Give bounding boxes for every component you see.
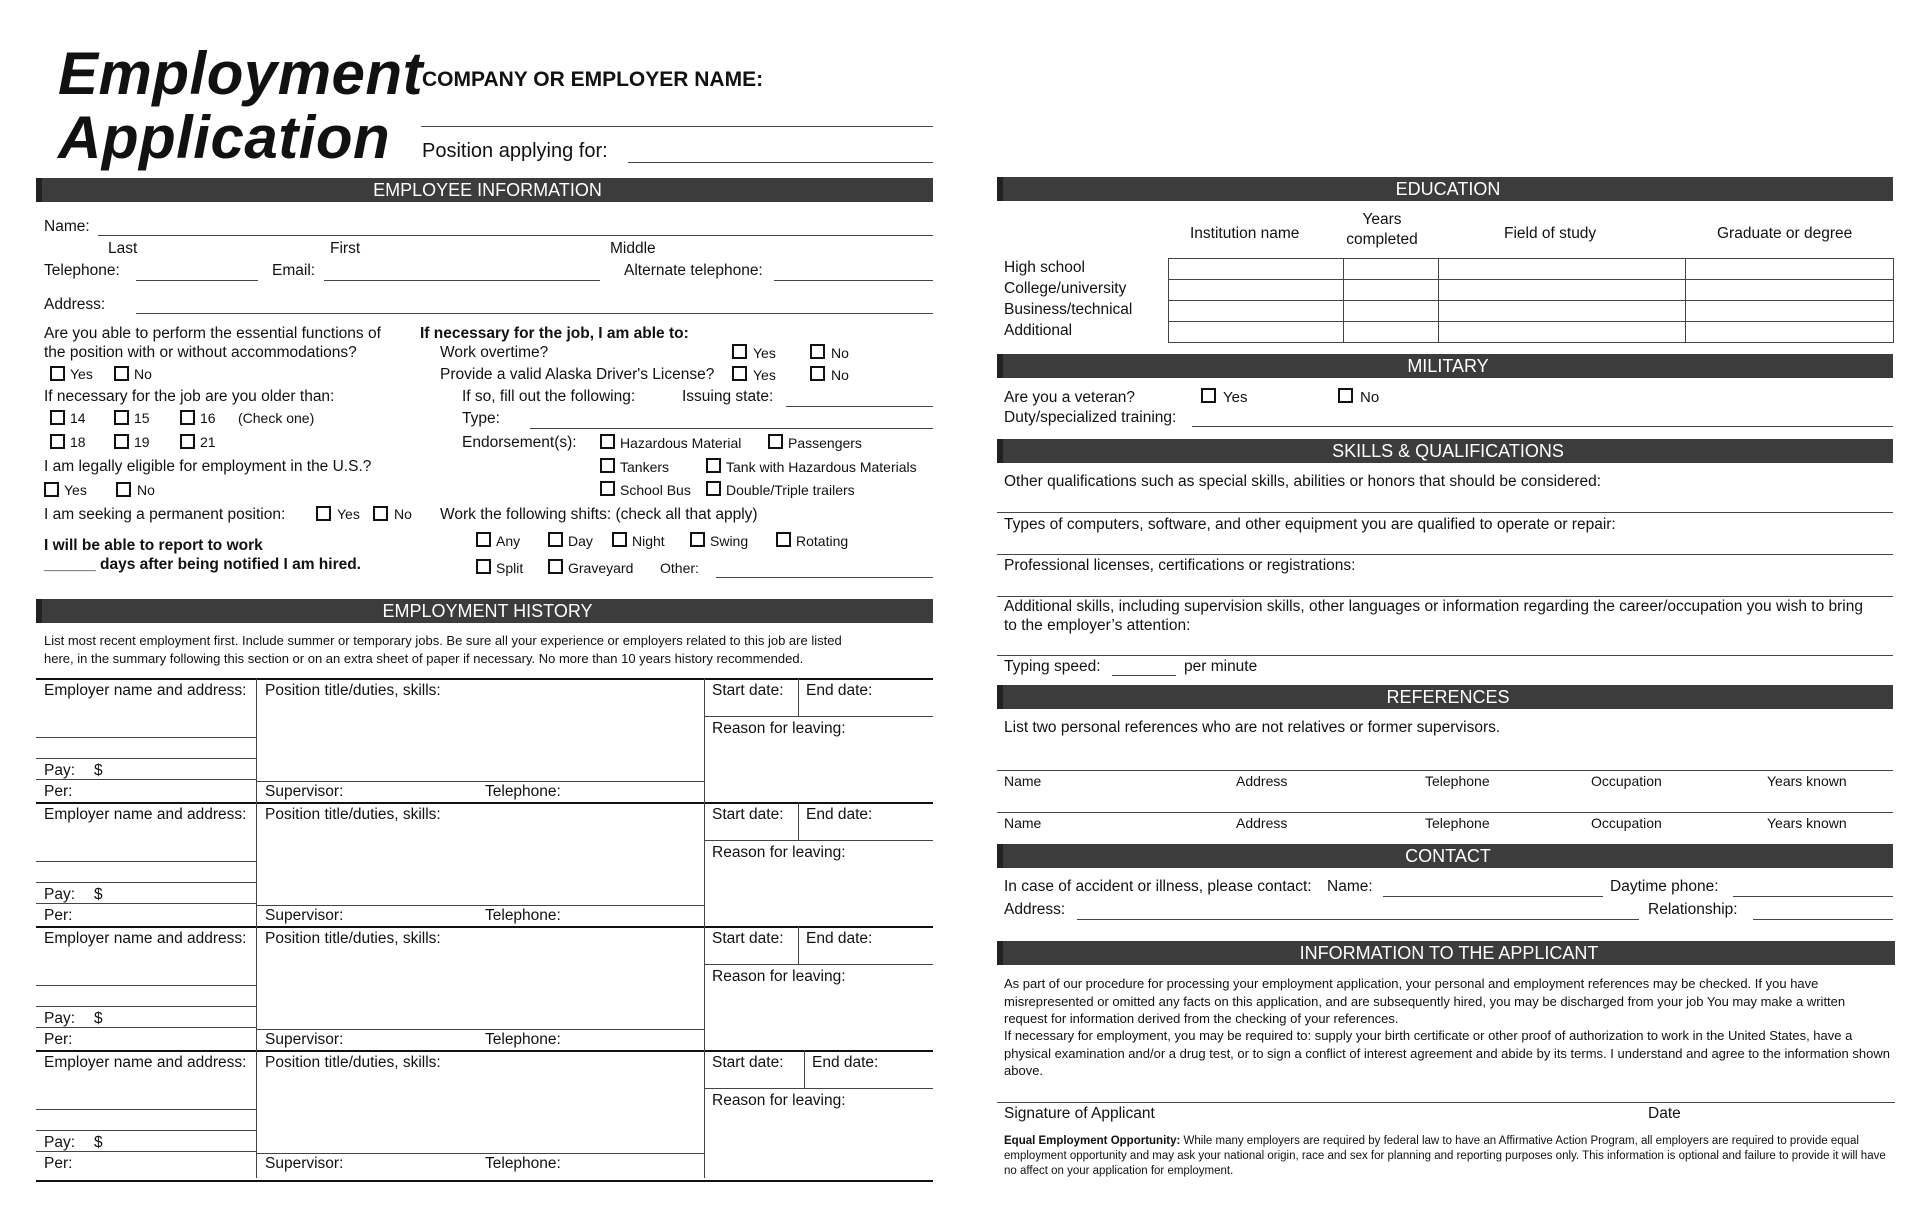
address-field[interactable] (136, 313, 933, 314)
education-cell[interactable] (1685, 258, 1894, 280)
shift-any-checkbox[interactable] (476, 532, 491, 547)
ref2-telephone: Telephone (1425, 815, 1490, 831)
education-cell[interactable] (1343, 258, 1439, 280)
signature-label: Signature of Applicant (1004, 1105, 1155, 1122)
reference-1-line[interactable] (997, 770, 1893, 771)
fill-following-label: If so, fill out the following: (462, 388, 636, 405)
history-block-2-per-label: Per: (44, 907, 73, 924)
overtime-yes-label: Yes (753, 345, 776, 361)
tank-hazmat-checkbox[interactable] (706, 458, 721, 473)
contact-name-label: Name: (1327, 878, 1373, 895)
history-block-1-dollar: $ (94, 762, 103, 779)
age-16-checkbox[interactable] (180, 410, 195, 425)
telephone-label: Telephone: (44, 262, 120, 279)
history-block-1-divider-2 (704, 678, 705, 802)
history-block-1-employer-label: Employer name and address: (44, 682, 247, 699)
daytime-field[interactable] (1733, 896, 1893, 897)
license-question: Provide a valid Alaska Driver's License? (440, 366, 715, 383)
history-block-3-address-line-2[interactable] (36, 1006, 256, 1007)
history-block-2-address-line-1[interactable] (36, 861, 256, 862)
hazardous-material-label: Hazardous Material (620, 435, 742, 451)
history-block-3-start-label: Start date: (712, 930, 784, 947)
shift-swing-label: Swing (710, 533, 749, 549)
col-institution: Institution name (1190, 225, 1300, 242)
hazardous-material-checkbox[interactable] (600, 434, 615, 449)
col-degree: Graduate or degree (1717, 225, 1853, 242)
history-block-3-dollar: $ (94, 1010, 103, 1027)
skills-q1-field[interactable] (997, 512, 1893, 513)
history-bottom-rule (36, 1180, 933, 1182)
veteran-question: Are you a veteran? (1004, 389, 1135, 406)
history-block-1-per-label: Per: (44, 783, 73, 800)
education-cell[interactable] (1343, 321, 1439, 343)
history-block-4-dollar: $ (94, 1134, 103, 1151)
daytime-label: Daytime phone: (1610, 878, 1719, 895)
typing-label: Typing speed: (1004, 658, 1101, 675)
education-cell[interactable] (1168, 321, 1344, 343)
passengers-label: Passengers (788, 435, 862, 451)
history-block-2-supervisor-label: Supervisor: (265, 907, 344, 924)
double-triple-checkbox[interactable] (706, 481, 721, 496)
ref1-telephone: Telephone (1425, 773, 1490, 789)
history-block-4-end-label: End date: (812, 1054, 879, 1071)
history-block-3-position-label: Position title/duties, skills: (265, 930, 441, 947)
position-label: Position applying for: (422, 140, 608, 162)
reference-2-line[interactable] (997, 812, 1893, 813)
education-cell[interactable] (1685, 321, 1894, 343)
age-15-label: 15 (134, 410, 150, 426)
history-block-2-date-divider (798, 802, 799, 840)
history-block-2-telephone-label: Telephone: (485, 907, 561, 924)
eeo-text: While many employers are required by federal law to have an Affirmative Action Program, all employers are required to provide equal employment opportunity and may ask your national origin, race and sex for planning and reporting purposes only. This information is optional and failure to provide it will have no affect on your application for employment. (1004, 1135, 1886, 1177)
age-15-checkbox[interactable] (114, 410, 129, 425)
history-block-3-position-line[interactable] (256, 1029, 704, 1030)
col-years-1: Years (1362, 211, 1402, 228)
history-block-4-pay-label: Pay: (44, 1134, 76, 1151)
education-heading: EDUCATION (997, 177, 1893, 201)
history-block-4-divider-2 (704, 1050, 705, 1178)
essential-yes-checkbox[interactable] (50, 366, 65, 381)
license-yes-checkbox[interactable] (732, 366, 747, 381)
history-block-2-date-rule (704, 840, 933, 841)
skills-q4a: Additional skills, including supervision skills, other languages or information regarding the career/occupation you wish to bring (1004, 598, 1863, 615)
eeo-paragraph (1004, 1134, 1890, 1179)
history-block-1-pay-label: Pay: (44, 762, 76, 779)
age-19-label: 19 (134, 434, 150, 450)
education-cell[interactable] (1438, 258, 1686, 280)
eligible-no-checkbox[interactable] (116, 482, 131, 497)
older-question: If necessary for the job are you older than: (44, 388, 335, 405)
history-block-2-position-label: Position title/duties, skills: (265, 806, 441, 823)
tank-hazmat-label: Tank with Hazardous Materials (726, 459, 917, 475)
history-block-1-reason-label: Reason for leaving: (712, 720, 846, 737)
veteran-yes-label: Yes (1223, 389, 1248, 406)
signature-line[interactable] (997, 1102, 1895, 1103)
age-21-label: 21 (200, 434, 216, 450)
history-block-1-date-divider (798, 678, 799, 716)
skills-q4-field[interactable] (997, 655, 1893, 656)
skills-q3: Professional licenses, certifications or registrations: (1004, 557, 1356, 574)
eeo-bold: Equal Employment Opportunity: (1004, 1135, 1181, 1147)
able-heading: If necessary for the job, I am able to: (420, 325, 689, 342)
alt-phone-label: Alternate telephone: (624, 262, 763, 279)
name-field[interactable] (98, 235, 933, 236)
ref2-years: Years known (1767, 815, 1847, 831)
history-block-1-telephone-label: Telephone: (485, 783, 561, 800)
applicant-info-paragraph-2: If necessary for employment, you may be required to: supply your birth certificate or other proof of authorization to work in the United States, have a physical examination and/or a drug test, or to sign a conflict of interest agreement and abide by its terms. I understand and agree to the information shown above. (1004, 1028, 1890, 1078)
age-18-checkbox[interactable] (50, 434, 65, 449)
school-bus-checkbox[interactable] (600, 481, 615, 496)
history-block-4-date-divider (804, 1050, 805, 1088)
title-line2: Application (58, 104, 391, 171)
tankers-checkbox[interactable] (600, 458, 615, 473)
history-block-2-dollar: $ (94, 886, 103, 903)
education-cell[interactable] (1343, 300, 1439, 322)
middle-label: Middle (610, 240, 656, 257)
issuing-state-field[interactable] (786, 406, 933, 407)
endorsements-label: Endorsement(s): (462, 434, 577, 451)
ref1-years: Years known (1767, 773, 1847, 789)
report-line-1: I will be able to report to work (44, 537, 263, 554)
history-block-3-pay-label: Pay: (44, 1010, 76, 1027)
ref1-address: Address (1236, 773, 1288, 789)
permanent-yes-label: Yes (337, 506, 360, 522)
shift-day-checkbox[interactable] (548, 532, 563, 547)
essential-question-2: the position with or without accommodations? (44, 344, 357, 361)
history-block-3-date-rule (704, 964, 933, 965)
last-label: Last (108, 240, 138, 257)
license-no-checkbox[interactable] (810, 366, 825, 381)
tankers-label: Tankers (620, 459, 670, 475)
history-block-3-divider-1 (256, 926, 257, 1050)
history-block-3-address-line-1[interactable] (36, 985, 256, 986)
overtime-question: Work overtime? (440, 344, 549, 361)
company-label: COMPANY OR EMPLOYER NAME: (422, 68, 764, 91)
email-field[interactable] (324, 280, 600, 281)
position-field[interactable] (628, 162, 933, 163)
history-block-3-reason-label: Reason for leaving: (712, 968, 846, 985)
typing-field[interactable] (1112, 675, 1176, 676)
eligible-question: I am legally eligible for employment in the U.S.? (44, 458, 372, 475)
shift-rotating-label: Rotating (796, 533, 849, 549)
history-block-4-employer-label: Employer name and address: (44, 1054, 247, 1071)
history-block-1-supervisor-label: Supervisor: (265, 783, 344, 800)
history-block-4-top-rule (36, 1050, 933, 1052)
history-block-3-end-label: End date: (806, 930, 873, 947)
education-cell[interactable] (1168, 258, 1344, 280)
contact-name-field[interactable] (1383, 896, 1603, 897)
shift-any-label: Any (496, 533, 521, 549)
shift-graveyard-label: Graveyard (568, 560, 634, 576)
double-triple-label: Double/Triple trailers (726, 482, 855, 498)
history-block-2-reason-label: Reason for leaving: (712, 844, 846, 861)
education-cell[interactable] (1438, 300, 1686, 322)
history-block-4-address-line-2[interactable] (36, 1130, 256, 1131)
duty-field[interactable] (1192, 426, 1893, 427)
history-block-1-divider-1 (256, 678, 257, 802)
employee-info-heading: EMPLOYEE INFORMATION (36, 178, 933, 202)
history-block-1-address-line-1[interactable] (36, 737, 256, 738)
contact-heading: CONTACT (997, 844, 1893, 868)
education-cell[interactable] (1438, 321, 1686, 343)
shift-split-checkbox[interactable] (476, 559, 491, 574)
education-cell[interactable] (1438, 279, 1686, 301)
shift-split-label: Split (496, 560, 524, 576)
history-intro-2: here, in the summary following this section or on an extra sheet of paper if necessary. No more than 10 years history recommended. (44, 651, 804, 666)
history-block-4-address-line-1[interactable] (36, 1109, 256, 1110)
type-field[interactable] (530, 428, 933, 429)
shift-swing-checkbox[interactable] (690, 532, 705, 547)
ref2-name: Name (1004, 815, 1042, 831)
ref2-address: Address (1236, 815, 1288, 831)
history-block-3-divider-2 (704, 926, 705, 1050)
veteran-no-label: No (1360, 389, 1380, 406)
col-field: Field of study (1504, 225, 1597, 242)
contact-address-field[interactable] (1077, 919, 1639, 920)
history-block-3-per-label: Per: (44, 1031, 73, 1048)
education-cell[interactable] (1168, 279, 1344, 301)
history-block-3-telephone-label: Telephone: (485, 1031, 561, 1048)
military-heading: MILITARY (997, 354, 1893, 378)
history-block-1-start-label: Start date: (712, 682, 784, 699)
essential-yes-label: Yes (70, 366, 93, 382)
history-block-3-supervisor-label: Supervisor: (265, 1031, 344, 1048)
shift-graveyard-checkbox[interactable] (548, 559, 563, 574)
history-block-1-address-line-2[interactable] (36, 758, 256, 759)
other-field[interactable] (716, 577, 933, 578)
history-block-1-end-label: End date: (806, 682, 873, 699)
age-16-label: 16 (200, 410, 216, 426)
title-line1: Employment (58, 40, 424, 107)
history-block-2-divider-1 (256, 802, 257, 926)
company-field[interactable] (421, 126, 933, 127)
history-block-2-address-line-2[interactable] (36, 882, 256, 883)
alt-phone-field[interactable] (774, 280, 933, 281)
school-bus-label: School Bus (620, 482, 691, 498)
education-cell[interactable] (1685, 300, 1894, 322)
history-block-4-telephone-label: Telephone: (485, 1155, 561, 1172)
age-21-checkbox[interactable] (180, 434, 195, 449)
references-intro: List two personal references who are not relatives or former supervisors. (1004, 719, 1501, 736)
age-19-checkbox[interactable] (114, 434, 129, 449)
applicant-info-paragraph-1: As part of our procedure for processing your employment application, your personal and employment references may be checked. If you have misrepresented or omitted any facts on this application, and are subsequently hired, you may be discharged from your job You may make a written request for information derived from the checking of your references. (1004, 976, 1846, 1026)
edu-row-high-school: High school (1004, 259, 1085, 276)
shift-rotating-checkbox[interactable] (776, 532, 791, 547)
ref2-occupation: Occupation (1591, 815, 1662, 831)
history-intro-1: List most recent employment first. Include summer or temporary jobs. Be sure all your experience or employers related to this job are listed (44, 633, 842, 648)
skills-q2-field[interactable] (997, 554, 1893, 555)
skills-q4b: to the employer’s attention: (1004, 617, 1191, 634)
emergency-label: In case of accident or illness, please contact: (1004, 878, 1312, 895)
age-14-label: 14 (70, 410, 86, 426)
address-label: Address: (44, 296, 106, 313)
relationship-label: Relationship: (1648, 901, 1738, 918)
shifts-question: Work the following shifts: (check all that apply) (440, 506, 758, 523)
skills-q2: Types of computers, software, and other equipment you are qualified to operate or repair: (1004, 516, 1616, 533)
history-block-2-position-line[interactable] (256, 905, 704, 906)
skills-q1: Other qualifications such as special skills, abilities or honors that should be considered: (1004, 473, 1602, 490)
overtime-no-label: No (831, 345, 849, 361)
issuing-state-label: Issuing state: (682, 388, 774, 405)
history-block-2-end-label: End date: (806, 806, 873, 823)
history-block-4-supervisor-label: Supervisor: (265, 1155, 344, 1172)
education-cell[interactable] (1168, 300, 1344, 322)
first-label: First (330, 240, 361, 257)
email-label: Email: (272, 262, 316, 279)
skills-q3-field[interactable] (997, 596, 1893, 597)
history-block-1-date-rule (704, 716, 933, 717)
telephone-field[interactable] (136, 280, 258, 281)
relationship-field[interactable] (1753, 919, 1893, 920)
type-label: Type: (462, 410, 500, 427)
edu-row-business: Business/technical (1004, 301, 1133, 318)
veteran-no-checkbox[interactable] (1338, 388, 1353, 403)
references-heading: REFERENCES (997, 685, 1893, 709)
shift-night-label: Night (632, 533, 665, 549)
history-block-4-start-label: Start date: (712, 1054, 784, 1071)
ref1-name: Name (1004, 773, 1042, 789)
eligible-yes-checkbox[interactable] (44, 482, 59, 497)
history-block-4-per-label: Per: (44, 1155, 73, 1172)
history-block-2-start-label: Start date: (712, 806, 784, 823)
name-label: Name: (44, 218, 90, 235)
veteran-yes-checkbox[interactable] (1201, 388, 1216, 403)
age-18-label: 18 (70, 434, 86, 450)
check-one-note: (Check one) (238, 410, 315, 426)
per-minute-label: per minute (1184, 658, 1258, 675)
history-block-4-position-line[interactable] (256, 1153, 704, 1154)
overtime-no-checkbox[interactable] (810, 344, 825, 359)
duty-label: Duty/specialized training: (1004, 409, 1177, 426)
date-label: Date (1648, 1105, 1681, 1122)
essential-no-checkbox[interactable] (114, 366, 129, 381)
history-block-2-employer-label: Employer name and address: (44, 806, 247, 823)
edu-row-college: College/university (1004, 280, 1127, 297)
essential-no-label: No (134, 366, 152, 382)
history-block-1-position-label: Position title/duties, skills: (265, 682, 441, 699)
report-line-2: ______ days after being notified I am hired. (44, 556, 361, 573)
employment-history-heading: EMPLOYMENT HISTORY (36, 599, 933, 623)
overtime-yes-checkbox[interactable] (732, 344, 747, 359)
education-cell[interactable] (1685, 279, 1894, 301)
history-block-4-date-rule (704, 1088, 933, 1089)
history-block-4-reason-label: Reason for leaving: (712, 1092, 846, 1109)
passengers-checkbox[interactable] (768, 434, 783, 449)
history-block-1-position-line[interactable] (256, 781, 704, 782)
history-block-4-divider-1 (256, 1050, 257, 1178)
permanent-question: I am seeking a permanent position: (44, 506, 286, 523)
history-block-3-employer-label: Employer name and address: (44, 930, 247, 947)
shift-night-checkbox[interactable] (612, 532, 627, 547)
license-no-label: No (831, 367, 849, 383)
permanent-no-checkbox[interactable] (373, 506, 388, 521)
essential-question-1: Are you able to perform the essential functions of (44, 325, 381, 342)
history-block-2-divider-2 (704, 802, 705, 926)
ref1-occupation: Occupation (1591, 773, 1662, 789)
permanent-yes-checkbox[interactable] (316, 506, 331, 521)
education-cell[interactable] (1343, 279, 1439, 301)
license-yes-label: Yes (753, 367, 776, 383)
eligible-yes-label: Yes (64, 482, 87, 498)
contact-address-label: Address: (1004, 901, 1066, 918)
skills-heading: SKILLS & QUALIFICATIONS (997, 439, 1893, 463)
history-block-3-date-divider (798, 926, 799, 964)
age-14-checkbox[interactable] (50, 410, 65, 425)
history-block-4-position-label: Position title/duties, skills: (265, 1054, 441, 1071)
other-label: Other: (660, 560, 699, 576)
eligible-no-label: No (137, 482, 155, 498)
shift-day-label: Day (568, 533, 593, 549)
col-years-2: completed (1346, 231, 1418, 248)
edu-row-additional: Additional (1004, 322, 1073, 339)
history-block-2-pay-label: Pay: (44, 886, 76, 903)
applicant-info-heading: INFORMATION TO THE APPLICANT (997, 941, 1895, 965)
permanent-no-label: No (394, 506, 412, 522)
